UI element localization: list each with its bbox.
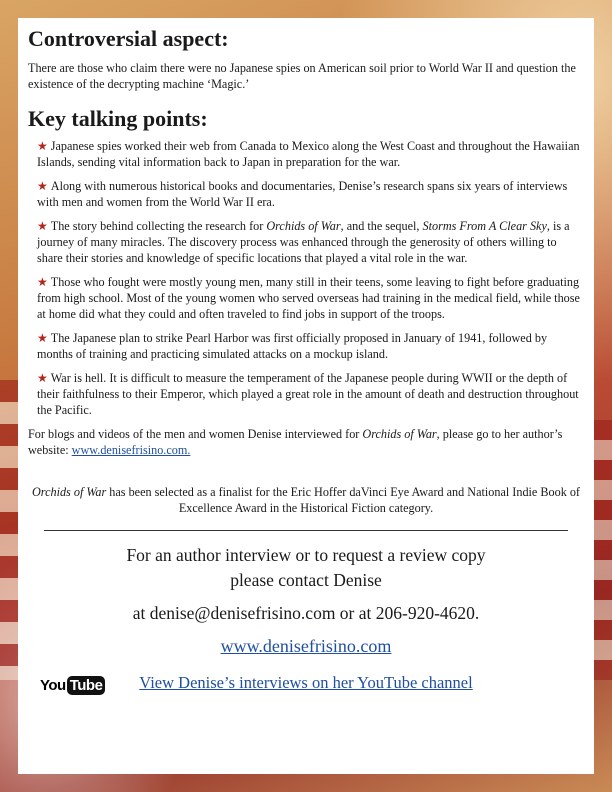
star-icon: ★ bbox=[37, 371, 48, 385]
award-note: Orchids of War has been selected as a finalist for the Eric Hoffer daVinci Eye Award and National Indie Book of Excellence Award in the Historical Fiction category. bbox=[31, 485, 580, 515]
website-link-inline[interactable]: www.denisefrisino.com. bbox=[71, 443, 191, 457]
contact-line-1: For an author interview or to request a review copy bbox=[126, 545, 486, 565]
controversial-text: There are those who claim there were no Japanese spies on American soil prior to World War II and question the existence of the decrypting machine ‘Magic.’ bbox=[28, 61, 576, 91]
star-icon: ★ bbox=[37, 179, 48, 193]
youtube-channel-link[interactable]: View Denise’s interviews on her YouTube channel bbox=[139, 673, 473, 692]
talking-points-heading: Key talking points: bbox=[28, 106, 208, 131]
talking-points-list bbox=[28, 138, 584, 418]
talking-point: ★ Those who fought were mostly young men, many still in their teens, some leaving to fight before graduating from high school. Most of the young women who served overseas had training in the medical field, while those at home did what they could and often traveled to find jobs in support of the troops. bbox=[37, 275, 580, 321]
controversial-heading: Controversial aspect: bbox=[28, 26, 229, 51]
book-title: Orchids of War bbox=[362, 427, 437, 441]
youtube-row bbox=[28, 671, 584, 701]
book-title: Orchids of War bbox=[31, 485, 107, 499]
contact-line-2: please contact Denise bbox=[230, 570, 382, 590]
talking-point: ★ War is hell. It is difficult to measure the temperament of the Japanese people during WWII or the depth of their faithfulness to their Emperor, which played a great role in the amount of death and destruction throughout the Pacific. bbox=[37, 371, 579, 417]
website-row bbox=[28, 636, 584, 657]
star-icon: ★ bbox=[37, 331, 48, 345]
talking-point: ★ The Japanese plan to strike Pearl Harbor was first officially proposed in January of 1941, followed by months of training and practicing simulated attacks on a mockup island. bbox=[37, 331, 548, 361]
star-icon: ★ bbox=[37, 139, 48, 153]
youtube-icon[interactable]: You Tube bbox=[40, 673, 105, 697]
website-link[interactable]: www.denisefrisino.com bbox=[220, 636, 392, 656]
star-icon: ★ bbox=[37, 219, 48, 233]
talking-point: ★ Along with numerous historical books and documentaries, Denise’s research spans six years of interviews with men and women from the World War II era. bbox=[37, 179, 568, 209]
talking-point: ★ Japanese spies worked their web from Canada to Mexico along the West Coast and throughout the Hawaiian Islands, sending vital information back to Japan in preparation for the war. bbox=[37, 139, 580, 169]
contact-block bbox=[28, 543, 584, 626]
book-title: Orchids of War bbox=[266, 219, 341, 233]
content-panel bbox=[18, 18, 594, 774]
divider bbox=[44, 530, 568, 531]
blog-note: For blogs and videos of the men and women Denise interviewed for Orchids of War, please go to her author’s website: www.denisefrisino.com. bbox=[28, 427, 563, 457]
star-icon: ★ bbox=[37, 275, 48, 289]
book-title: Storms From A Clear Sky bbox=[422, 219, 547, 233]
contact-email-phone: at denise@denisefrisino.com or at 206-920-4620. bbox=[132, 603, 480, 623]
talking-point: ★ The story behind collecting the research for Orchids of War, and the sequel, Storms From A Clear Sky, is a journey of many miracles. The discovery process was enhanced through the generosity of others willing to share their stories and knowledge of specific locations that played a vital role in the war. bbox=[37, 219, 570, 265]
